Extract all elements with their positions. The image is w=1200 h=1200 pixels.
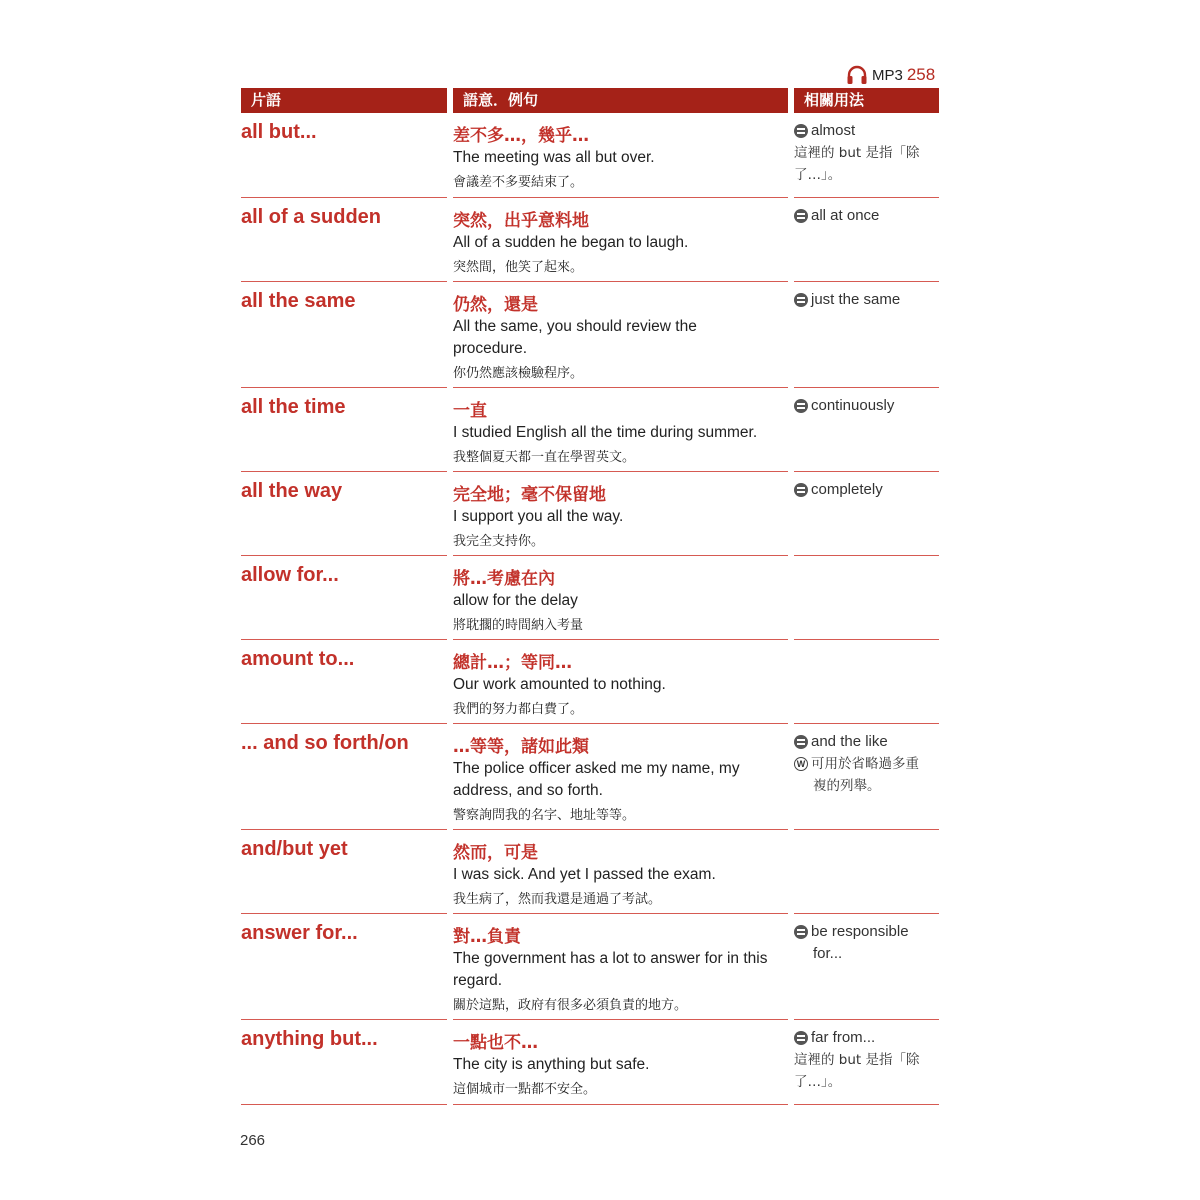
example-chinese: 將耽擱的時間納入考量	[453, 618, 584, 633]
example-english: The meeting was all but over.	[453, 149, 655, 166]
table-row	[0, 830, 1200, 914]
related-note: 這裡的 but 是指「除	[794, 1052, 920, 1068]
related-usage	[794, 395, 936, 417]
example-chinese: 關於這點，政府有很多必須負責的地方。	[453, 998, 688, 1013]
example-english: allow for the delay	[453, 592, 578, 609]
table-row	[0, 640, 1200, 724]
related-usage	[794, 120, 936, 186]
phrase: allow for...	[241, 564, 339, 586]
meaning: …等等，諸如此類	[453, 737, 589, 757]
related-usage	[794, 205, 936, 227]
mp3-label: MP3	[872, 66, 903, 84]
table-row	[0, 388, 1200, 472]
example-chinese: 會議差不多要結束了。	[453, 175, 584, 190]
example-chinese: 我們的努力都白費了。	[453, 702, 584, 717]
headphones-icon	[846, 65, 868, 85]
example-english: The city is anything but safe.	[453, 1056, 650, 1073]
related-term: far from...	[811, 1029, 876, 1046]
synonym-icon	[794, 925, 808, 939]
header-meaning: 語意．例句	[453, 88, 788, 113]
meaning: 對…負責	[453, 927, 521, 947]
table-row	[0, 198, 1200, 282]
synonym-icon	[794, 483, 808, 497]
example-english: All of a sudden he began to laugh.	[453, 234, 689, 251]
phrase: answer for...	[241, 922, 358, 944]
example-english: Our work amounted to nothing.	[453, 676, 666, 693]
meaning: 一點也不…	[453, 1033, 538, 1053]
example-english: I support you all the way.	[453, 508, 624, 525]
related-usage	[794, 289, 936, 311]
table-row	[0, 556, 1200, 640]
phrase: anything but...	[241, 1028, 378, 1050]
table-row	[0, 113, 1200, 198]
mp3-number: 258	[906, 65, 936, 84]
meaning: 仍然，還是	[453, 295, 538, 315]
example-english: I studied English all the time during summer.	[453, 424, 758, 441]
related-term-continued: for...	[813, 945, 843, 962]
mp3-track	[846, 64, 935, 86]
related-term: completely	[811, 481, 883, 498]
related-note: 這裡的 but 是指「除	[794, 145, 920, 161]
related-note: 了…」。	[794, 1074, 842, 1090]
related-note: 可用於省略過多重	[811, 756, 919, 771]
phrase: ... and so forth/on	[241, 732, 409, 754]
related-term: all at once	[811, 207, 880, 224]
example-chinese: 這個城市一點都不安全。	[453, 1082, 597, 1097]
example-chinese: 我整個夏天都一直在學習英文。	[453, 450, 636, 465]
phrase: amount to...	[241, 648, 355, 670]
synonym-icon	[794, 209, 808, 223]
table-row	[0, 914, 1200, 1020]
example-chinese: 我生病了，然而我還是通過了考試。	[453, 892, 662, 907]
related-usage	[794, 1027, 936, 1093]
example-chinese: 我完全支持你。	[453, 534, 545, 549]
meaning: 完全地；毫不保留地	[453, 485, 606, 505]
related-note: 複的列舉。	[813, 778, 881, 794]
header-related: 相關用法	[794, 88, 939, 113]
related-term: almost	[811, 122, 856, 139]
synonym-icon	[794, 1031, 808, 1045]
example-english: All the same, you should review the procedure.	[453, 318, 697, 357]
phrase: all the way	[241, 480, 343, 502]
example-chinese: 警察詢問我的名字、地址等等。	[453, 808, 636, 823]
word-note-icon: W	[794, 757, 808, 771]
synonym-icon	[794, 293, 808, 307]
table-row	[0, 1020, 1200, 1105]
related-usage	[794, 921, 936, 965]
meaning: 突然，出乎意料地	[453, 211, 589, 231]
divider	[241, 1104, 447, 1105]
table-row	[0, 282, 1200, 388]
related-term: be responsible	[811, 923, 909, 940]
meaning: 總計…；等同…	[453, 653, 572, 673]
phrase: and/but yet	[241, 838, 348, 860]
example-chinese: 突然間，他笑了起來。	[453, 260, 584, 275]
meaning: 差不多…，幾乎…	[453, 126, 589, 146]
divider	[794, 1104, 939, 1105]
synonym-icon	[794, 399, 808, 413]
meaning: 將…考慮在內	[453, 569, 555, 589]
phrase: all of a sudden	[241, 206, 382, 228]
phrase: all the same	[241, 290, 356, 312]
example-english: I was sick. And yet I passed the exam.	[453, 866, 716, 883]
related-term: just the same	[811, 291, 901, 308]
synonym-icon	[794, 124, 808, 138]
phrase: all but...	[241, 121, 317, 143]
related-term: continuously	[811, 397, 895, 414]
related-usage	[794, 479, 936, 501]
table-row	[0, 724, 1200, 830]
meaning: 然而，可是	[453, 843, 538, 863]
divider	[453, 1104, 788, 1105]
example-english: The government has a lot to answer for in this regard.	[453, 950, 768, 989]
page-number: 266	[240, 1132, 266, 1149]
table-row	[0, 472, 1200, 556]
meaning: 一直	[453, 401, 487, 421]
phrase: all the time	[241, 396, 346, 418]
synonym-icon	[794, 735, 808, 749]
related-usage	[794, 731, 936, 797]
example-chinese: 你仍然應該檢驗程序。	[453, 366, 584, 381]
example-english: The police officer asked me my name, my address, and so forth.	[453, 760, 740, 799]
related-note: 了…」。	[794, 167, 842, 183]
related-term: and the like	[811, 733, 888, 750]
header-phrase: 片語	[241, 88, 447, 113]
